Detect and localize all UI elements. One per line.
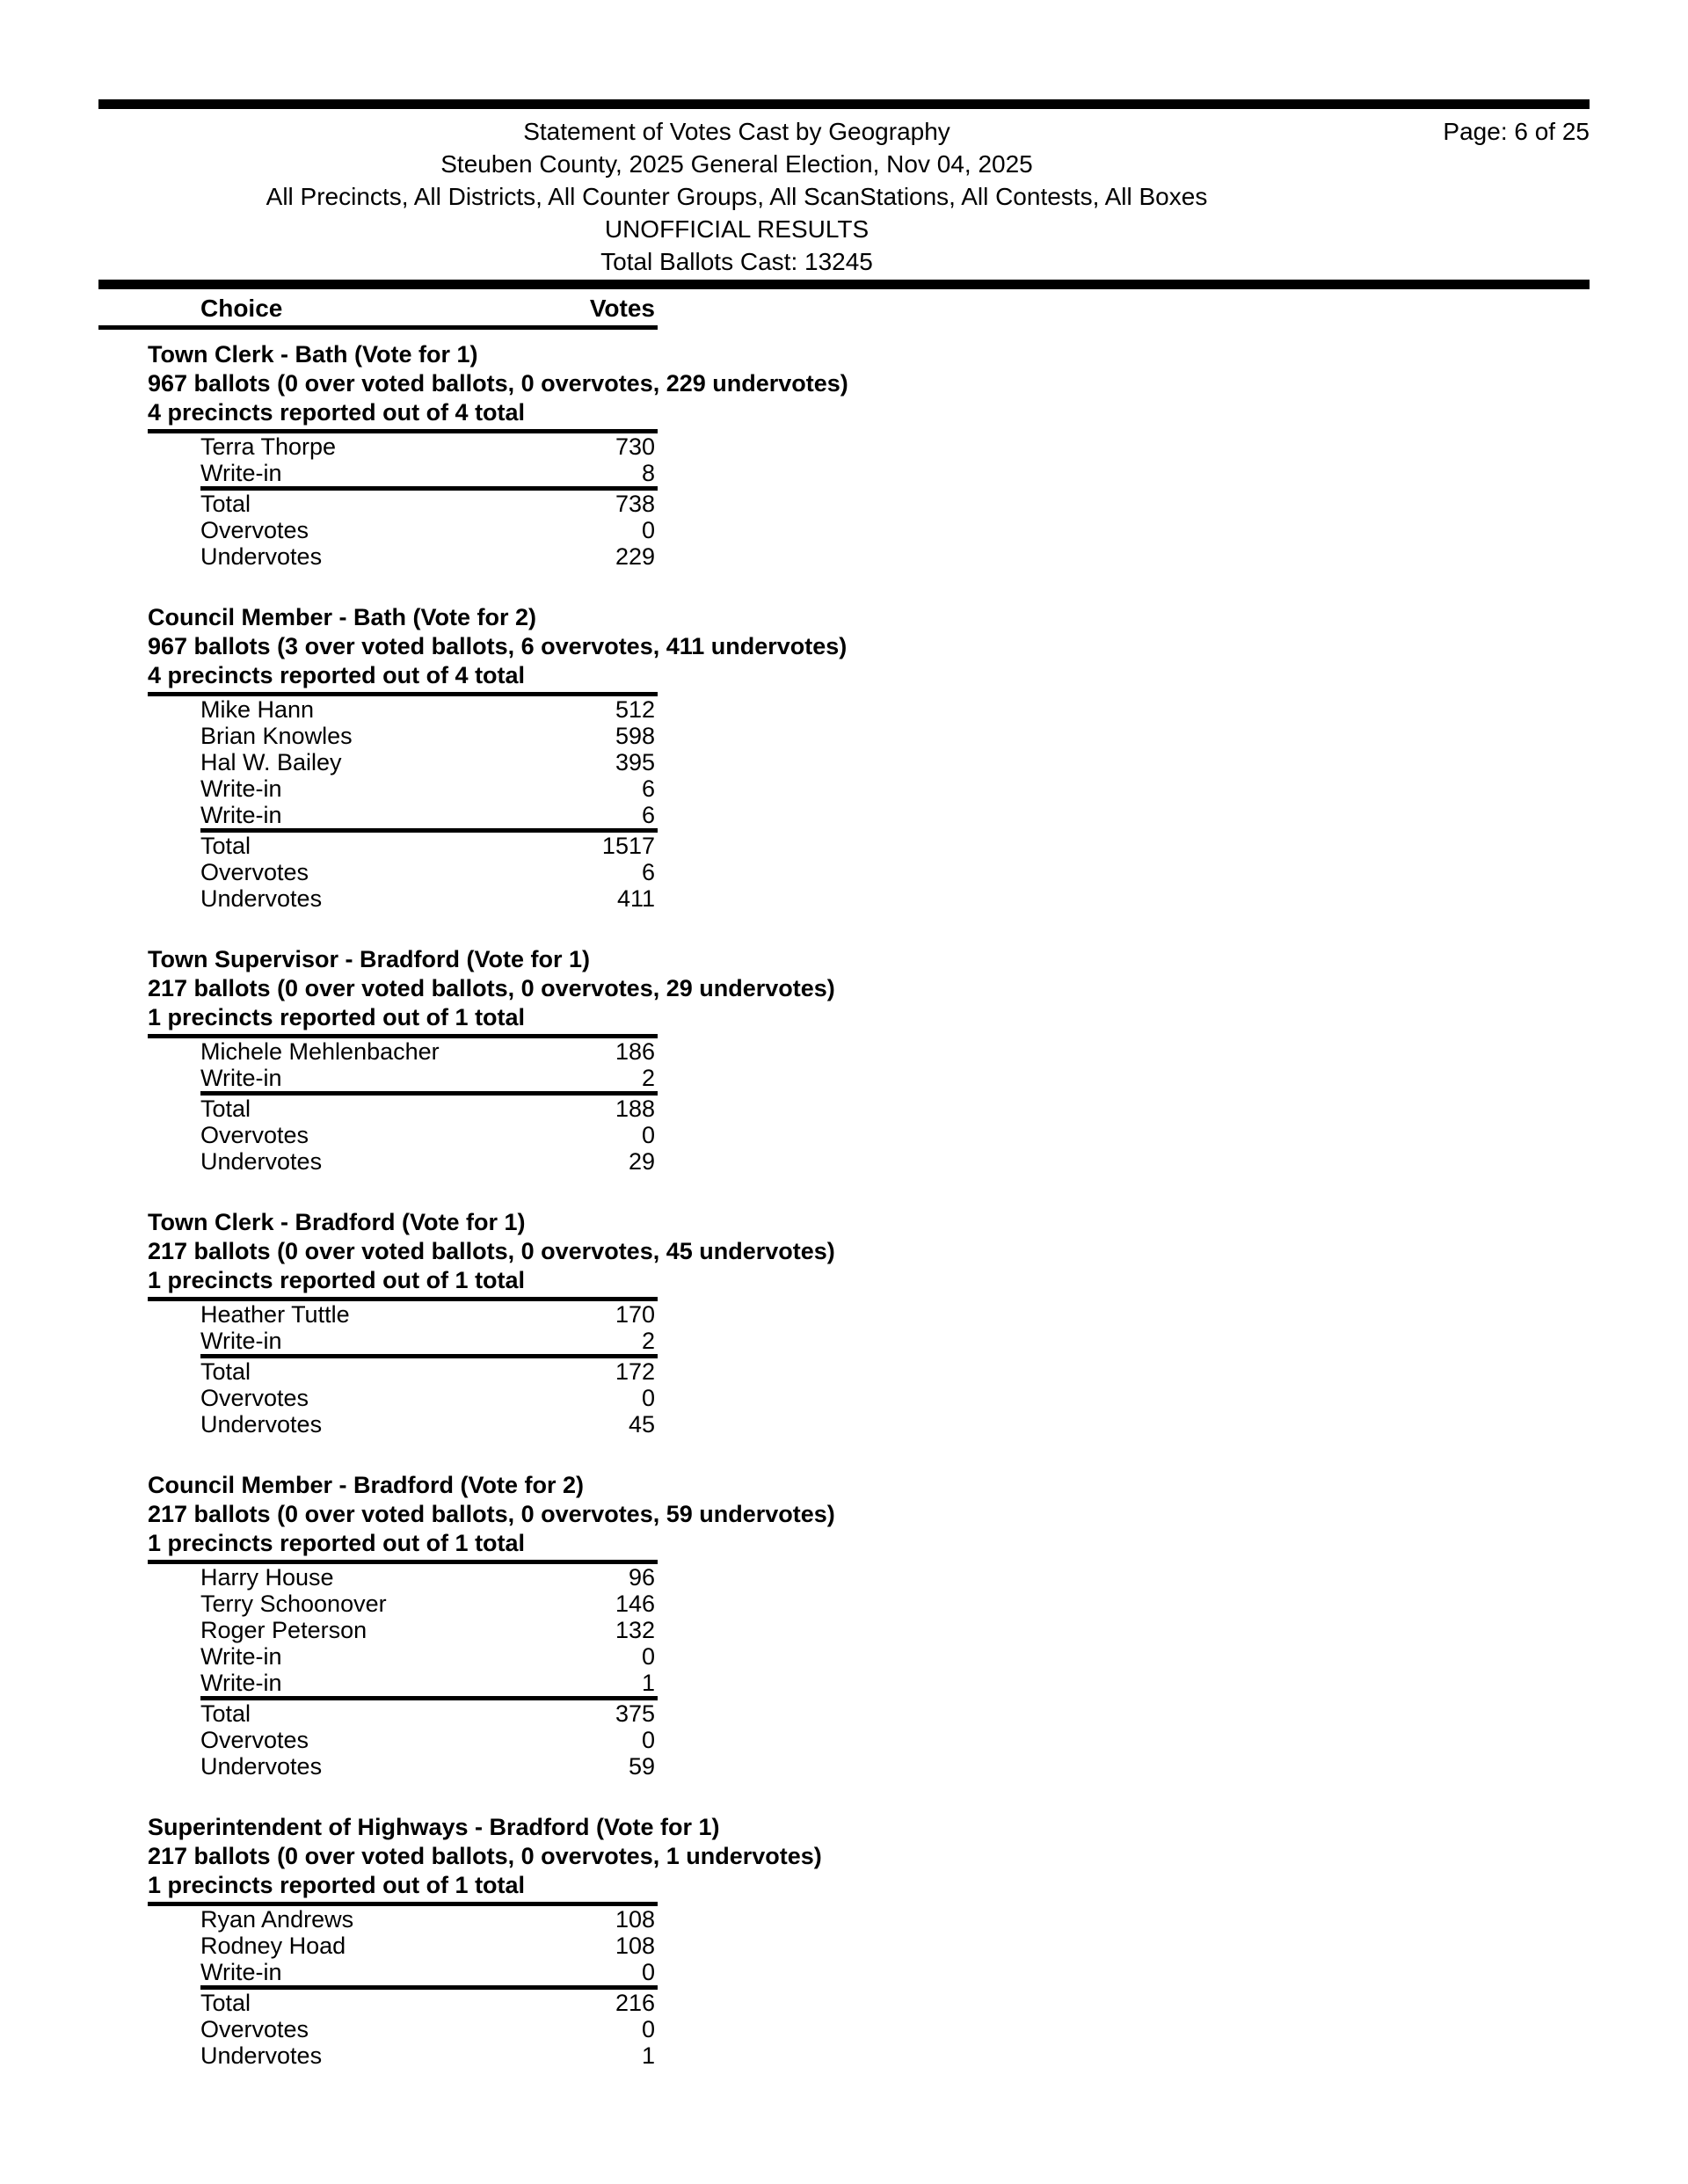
candidate-rows — [98, 1301, 658, 1354]
contest-title: Superintendent of Highways - Bradford (Vote for 1) — [148, 1814, 720, 1840]
candidate-rows — [98, 1564, 658, 1696]
choice-name: Write-in — [200, 1328, 282, 1354]
header-top-rule — [98, 99, 1590, 109]
result-row — [200, 1564, 658, 1591]
vote-count: 6 — [641, 775, 655, 802]
choice-name: Write-in — [200, 802, 282, 828]
result-row — [200, 1700, 658, 1727]
vote-count: 59 — [628, 1753, 655, 1780]
result-row — [200, 1959, 658, 1985]
page-number: Page: 6 of 25 — [1443, 118, 1590, 145]
vote-count: 96 — [628, 1564, 655, 1591]
result-row — [200, 1148, 658, 1175]
result-row — [200, 543, 658, 570]
result-row — [200, 1038, 658, 1065]
contest-title: Town Supervisor - Bradford (Vote for 1) — [148, 946, 591, 972]
choice-name: Hal W. Bailey — [200, 749, 342, 775]
choice-name: Overvotes — [200, 1385, 309, 1411]
candidate-rows — [98, 433, 658, 486]
choice-name: Total — [200, 1358, 251, 1385]
result-row — [200, 1301, 658, 1328]
candidate-rows — [98, 1038, 658, 1091]
choice-name: Undervotes — [200, 543, 323, 570]
column-headers — [98, 294, 658, 324]
contest-ballot-stats: 967 ballots (3 over voted ballots, 6 overvotes, 411 undervotes) — [148, 633, 848, 659]
vote-count: 0 — [641, 2016, 655, 2042]
contest-precincts-reported: 1 precincts reported out of 1 total — [148, 1872, 526, 1898]
choice-name: Total — [200, 1096, 251, 1122]
result-row — [200, 859, 658, 885]
choice-name: Terry Schoonover — [200, 1591, 387, 1617]
contest-title: Town Clerk - Bradford (Vote for 1) — [148, 1209, 526, 1235]
vote-count: 146 — [615, 1591, 655, 1617]
report-header-lines — [98, 115, 1375, 278]
contest-section — [98, 1471, 835, 1780]
choice-name: Write-in — [200, 1643, 282, 1670]
choice-name: Total — [200, 1700, 251, 1727]
result-row — [200, 1906, 658, 1933]
result-row — [200, 460, 658, 486]
choice-name: Write-in — [200, 1065, 282, 1091]
choice-name: Write-in — [200, 1670, 282, 1696]
result-row — [200, 775, 658, 802]
choice-name: Undervotes — [200, 885, 323, 912]
report-title: Statement of Votes Cast by Geography — [523, 118, 950, 145]
table-top-rule — [98, 280, 1590, 289]
contest-section — [98, 603, 848, 912]
result-row — [200, 723, 658, 749]
contest-precincts-reported: 1 precincts reported out of 1 total — [148, 1004, 526, 1030]
result-row — [200, 802, 658, 828]
vote-count: 186 — [615, 1038, 655, 1065]
contests-list — [98, 340, 1590, 2069]
choice-name: Harry House — [200, 1564, 334, 1591]
contest-ballot-stats: 217 ballots (0 over voted ballots, 0 overvotes, 59 undervotes) — [148, 1501, 835, 1527]
result-row — [200, 2016, 658, 2042]
vote-count: 2 — [641, 1065, 655, 1091]
vote-count: 512 — [615, 696, 655, 723]
result-row — [200, 1065, 658, 1091]
vote-count: 0 — [641, 517, 655, 543]
report-subtitle-status: UNOFFICIAL RESULTS — [604, 215, 869, 243]
result-row — [200, 1096, 658, 1122]
choice-name: Overvotes — [200, 1122, 309, 1148]
vote-count: 395 — [615, 749, 655, 775]
contest-precincts-reported: 4 precincts reported out of 4 total — [148, 399, 526, 426]
result-row — [200, 2042, 658, 2069]
result-row — [200, 696, 658, 723]
vote-count: 216 — [615, 1990, 655, 2016]
contest-section — [98, 1813, 822, 2069]
result-row — [200, 1617, 658, 1643]
contest-precincts-reported: 1 precincts reported out of 1 total — [148, 1530, 526, 1556]
contest-ballot-stats: 967 ballots (0 over voted ballots, 0 overvotes, 229 undervotes) — [148, 370, 848, 397]
report-page — [98, 0, 1590, 2069]
vote-count: 598 — [615, 723, 655, 749]
result-row — [200, 1643, 658, 1670]
choice-column-header: Choice — [200, 295, 283, 322]
vote-count: 411 — [616, 885, 655, 912]
summary-rows — [98, 1700, 658, 1780]
choice-name: Write-in — [200, 460, 282, 486]
summary-rows — [98, 1096, 658, 1175]
vote-count: 132 — [615, 1617, 655, 1643]
choice-name: Terra Thorpe — [200, 433, 337, 460]
result-row — [200, 1753, 658, 1780]
result-row — [200, 1727, 658, 1753]
report-total-ballots: Total Ballots Cast: 13245 — [600, 248, 873, 275]
contest-ballot-stats: 217 ballots (0 over voted ballots, 0 overvotes, 45 undervotes) — [148, 1238, 835, 1264]
result-row — [200, 885, 658, 912]
result-row — [200, 433, 658, 460]
vote-count: 738 — [615, 491, 655, 517]
result-row — [200, 833, 658, 859]
choice-name: Overvotes — [200, 1727, 309, 1753]
contest-title: Council Member - Bradford (Vote for 2) — [148, 1472, 585, 1498]
choice-name: Overvotes — [200, 517, 309, 543]
vote-count: 172 — [615, 1358, 655, 1385]
result-row — [200, 1328, 658, 1354]
vote-count: 0 — [641, 1727, 655, 1753]
contest-title: Town Clerk - Bath (Vote for 1) — [148, 341, 478, 368]
choice-name: Overvotes — [200, 2016, 309, 2042]
result-row — [200, 1122, 658, 1148]
vote-count: 1 — [641, 2042, 655, 2069]
choice-name: Undervotes — [200, 1753, 323, 1780]
candidate-rows — [98, 1906, 658, 1985]
vote-count: 1517 — [601, 833, 655, 859]
contest-section — [98, 945, 835, 1175]
contest-section — [98, 340, 848, 570]
choice-name: Total — [200, 1990, 251, 2016]
vote-count: 0 — [641, 1643, 655, 1670]
votes-column-header: Votes — [589, 295, 655, 322]
choice-name: Undervotes — [200, 1411, 323, 1438]
vote-count: 108 — [615, 1933, 655, 1959]
vote-count: 45 — [628, 1411, 655, 1438]
choice-name: Undervotes — [200, 1148, 323, 1175]
vote-count: 730 — [615, 433, 655, 460]
contest-precincts-reported: 1 precincts reported out of 1 total — [148, 1267, 526, 1293]
contest-precincts-reported: 4 precincts reported out of 4 total — [148, 662, 526, 688]
choice-name: Mike Hann — [200, 696, 315, 723]
contest-ballot-stats: 217 ballots (0 over voted ballots, 0 overvotes, 29 undervotes) — [148, 975, 835, 1001]
result-row — [200, 1670, 658, 1696]
contest-section — [98, 1208, 835, 1438]
choice-name: Brian Knowles — [200, 723, 353, 749]
vote-count: 188 — [615, 1096, 655, 1122]
vote-count: 1 — [641, 1670, 655, 1696]
choice-name: Rodney Hoad — [200, 1933, 346, 1959]
vote-count: 6 — [641, 802, 655, 828]
choice-name: Overvotes — [200, 859, 309, 885]
contest-title: Council Member - Bath (Vote for 2) — [148, 604, 537, 630]
column-header-rule — [98, 325, 658, 330]
vote-count: 6 — [641, 859, 655, 885]
vote-count: 0 — [641, 1385, 655, 1411]
vote-count: 0 — [641, 1959, 655, 1985]
candidate-rows — [98, 696, 658, 828]
result-row — [200, 517, 658, 543]
vote-count: 8 — [641, 460, 655, 486]
summary-rows — [98, 491, 658, 570]
result-row — [200, 1385, 658, 1411]
vote-count: 170 — [615, 1301, 655, 1328]
result-row — [200, 1933, 658, 1959]
choice-name: Roger Peterson — [200, 1617, 367, 1643]
summary-rows — [98, 1358, 658, 1438]
choice-name: Michele Mehlenbacher — [200, 1038, 440, 1065]
choice-name: Write-in — [200, 1959, 282, 1985]
contest-ballot-stats: 217 ballots (0 over voted ballots, 0 overvotes, 1 undervotes) — [148, 1843, 822, 1869]
choice-name: Total — [200, 491, 251, 517]
result-row — [200, 1358, 658, 1385]
choice-name: Total — [200, 833, 251, 859]
vote-count: 2 — [641, 1328, 655, 1354]
vote-count: 0 — [641, 1122, 655, 1148]
result-row — [200, 749, 658, 775]
vote-count: 375 — [615, 1700, 655, 1727]
report-subtitle-scope: All Precincts, All Districts, All Counter Groups, All ScanStations, All Contests, All Boxes — [266, 183, 1208, 210]
result-row — [200, 1411, 658, 1438]
choice-name: Heather Tuttle — [200, 1301, 350, 1328]
vote-count: 29 — [628, 1148, 655, 1175]
result-row — [200, 1591, 658, 1617]
result-row — [200, 1990, 658, 2016]
choice-name: Undervotes — [200, 2042, 323, 2069]
vote-count: 108 — [615, 1906, 655, 1933]
vote-count: 229 — [615, 543, 655, 570]
report-header — [98, 109, 1590, 280]
report-subtitle-county: Steuben County, 2025 General Election, Nov 04, 2025 — [440, 150, 1033, 178]
choice-name: Write-in — [200, 775, 282, 802]
summary-rows — [98, 1990, 658, 2069]
summary-rows — [98, 833, 658, 912]
choice-name: Ryan Andrews — [200, 1906, 354, 1933]
result-row — [200, 491, 658, 517]
